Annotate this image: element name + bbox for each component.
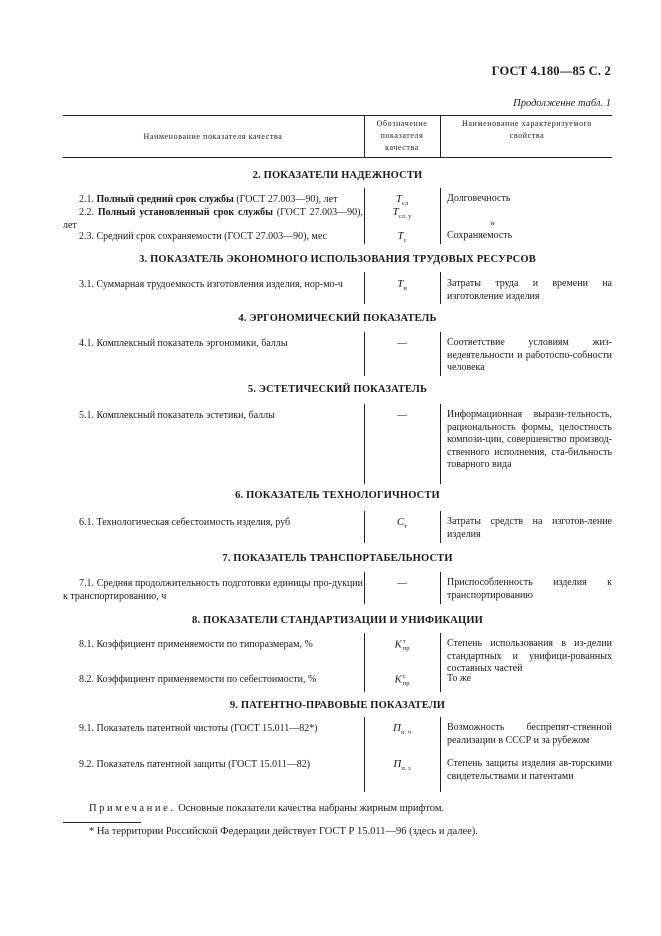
symbol-subscript: т — [404, 523, 408, 530]
table-row-name — [63, 409, 363, 422]
row-number: 9.2. — [79, 759, 94, 770]
row-name-text: Средний срок сохраняемости (ГОСТ 27.003—90), мес — [96, 231, 327, 242]
table-row-characteristic: » — [490, 218, 495, 229]
table-row-characteristic: Соответствие условиям жиз-недеятельности и работоспо-собности человека — [447, 337, 612, 373]
row-number: 5.1. — [79, 410, 94, 421]
table-row-characteristic: Затраты средств на изготов-ление изделия — [447, 516, 612, 540]
column-divider-2 — [440, 115, 441, 157]
note — [89, 803, 444, 814]
section-title: 6. ПОКАЗАТЕЛЬ ТЕХНОЛОГИЧНОСТИ — [235, 490, 440, 501]
row-name-bold: Полный средний срок службы — [96, 194, 234, 205]
table-row-name — [63, 230, 363, 243]
column-divider-1 — [364, 115, 365, 157]
row-name-text: Показатель патентной чистоты (ГОСТ 15.011—82*) — [96, 723, 318, 734]
document-id: ГОСТ 4.180—85 С. 2 — [491, 64, 611, 78]
table-row-characteristic: То же — [447, 673, 472, 684]
table-row-name — [63, 722, 363, 735]
row-number: 6.1. — [79, 517, 94, 528]
table-row-name — [63, 758, 363, 771]
symbol-letter: П — [393, 722, 401, 734]
column-divider-2 — [440, 188, 441, 244]
table-row-symbol — [365, 516, 439, 533]
table-row-symbol — [365, 230, 439, 247]
table-top-rule — [63, 115, 612, 116]
row-number: 2.2. — [79, 207, 94, 218]
symbol-indices — [403, 638, 410, 652]
row-number: 2.1. — [79, 194, 94, 205]
footnote-rule — [63, 822, 141, 823]
row-number: 7.1. — [79, 578, 94, 589]
row-name-text: Технологическая себестоимость изделия, руб — [96, 517, 291, 528]
column-divider-2 — [440, 633, 441, 692]
section-title: 4. ЭРГОНОМИЧЕСКИЙ ПОКАЗАТЕЛЬ — [238, 313, 437, 324]
row-name-text: Суммарная трудоемкость изготовления изделия, нор-мо-ч — [96, 279, 343, 290]
symbol-letter: K — [394, 638, 402, 651]
table-row-name — [63, 337, 363, 350]
table-row-name — [63, 516, 363, 529]
symbol-subscript: сл. у — [398, 213, 412, 220]
row-name-text: (ГОСТ 27.003—90), лет — [63, 207, 364, 231]
table-row-name — [63, 193, 363, 206]
row-name-text: Показатель патентной защиты (ГОСТ 15.011—82) — [96, 759, 311, 770]
symbol-letter: П — [393, 758, 402, 770]
table-row-characteristic: Информационная вырази-тельность, рациональность формы, целостность компози-ции, совершенство производ-ственного исполнения, ста-бильность товарного вида — [447, 409, 612, 470]
table-head-rule — [63, 157, 612, 158]
table-row-symbol — [365, 206, 439, 223]
table-row-symbol — [365, 337, 439, 350]
table-row-name — [63, 673, 363, 686]
row-number: 9.1. — [79, 723, 94, 734]
table-row-symbol — [365, 758, 439, 775]
column-divider-2 — [440, 272, 441, 304]
note-text: Основные показатели качества набраны жирным шрифтом. — [175, 803, 445, 814]
section-title: 3. ПОКАЗАТЕЛЬ ЭКОНОМНОГО ИСПОЛЬЗОВАНИЯ ТРУДОВЫХ РЕСУРСОВ — [139, 254, 536, 265]
table-continuation: Продолженне табл. 1 — [513, 98, 611, 109]
symbol-subscript: п. ч — [400, 729, 411, 736]
symbol-letter: T — [397, 230, 404, 242]
symbol-subscript: пр — [402, 645, 410, 652]
note-label: Примечание. — [89, 803, 176, 814]
column-divider-2 — [440, 404, 441, 484]
table-row-characteristic: Возможность беспрепят-ственной реализации в СССР и за рубежом — [447, 722, 612, 746]
table-row-name — [63, 206, 363, 232]
section-title: 5. ЭСТЕТИЧЕСКИЙ ПОКАЗАТЕЛЬ — [247, 384, 428, 395]
table-row-symbol — [365, 577, 439, 590]
row-number: 2.3. — [79, 231, 94, 242]
symbol-letter: — — [397, 577, 407, 589]
symbol-subscript: п. з — [401, 765, 411, 772]
section-title: 8. ПОКАЗАТЕЛИ СТАНДАРТИЗАЦИИ И УНИФИКАЦИИ — [192, 615, 483, 626]
table-row-symbol — [365, 673, 439, 687]
table-row-characteristic: Долговечность — [447, 193, 511, 204]
column-divider-2 — [440, 332, 441, 376]
column-divider-2 — [440, 717, 441, 792]
table-row-characteristic: Затраты труда и времени на изготовление изделия — [447, 278, 612, 302]
row-name-text: Комплексный показатель эргономики, баллы — [96, 338, 288, 349]
column-divider-2 — [440, 511, 441, 543]
row-number: 4.1. — [79, 338, 94, 349]
row-name-text: Комплексный показатель эстетики, баллы — [96, 410, 275, 421]
table-row-characteristic: Сохраняемость — [447, 230, 513, 241]
table-row-characteristic: Приспособленность изделия к транспортированию — [447, 577, 612, 601]
column-head-symbol: Обозначение показателя качества — [376, 119, 428, 152]
column-divider-2 — [440, 572, 441, 604]
symbol-letter: — — [397, 409, 407, 421]
symbol-indices — [403, 673, 410, 687]
section-title: 7. ПОКАЗАТЕЛЬ ТРАНСПОРТАБЕЛЬНОСТИ — [222, 553, 453, 564]
symbol-letter: T — [395, 193, 402, 205]
row-name-text: Коэффициент применяемости по себестоимости, % — [96, 674, 317, 685]
symbol-subscript: сл — [401, 200, 409, 207]
footnote: * На территории Российской Федерации действует ГОСТ Р 15.011—96 (здесь и далее). — [89, 826, 478, 837]
section-title: 9. ПАТЕНТНО-ПРАВОВЫЕ ПОКАЗАТЕЛИ — [229, 700, 446, 711]
table-row-name — [63, 278, 363, 291]
symbol-subscript: и — [403, 285, 407, 292]
symbol-letter: C — [396, 516, 405, 528]
table-row-characteristic: Степень использования в из-делии стандартных и унифици-рованных составных частей — [447, 638, 612, 674]
row-number: 8.1. — [79, 639, 94, 650]
row-number: 8.2. — [79, 674, 94, 685]
table-row-symbol — [365, 278, 439, 295]
column-head-name: Наименование показателя качества — [143, 132, 283, 141]
section-title: 2. ПОКАЗАТЕЛИ НАДЕЖНОСТИ — [252, 170, 423, 181]
symbol-subscript: с — [403, 237, 407, 244]
row-name-text: Коэффициент применяемости по типоразмерам, % — [96, 639, 313, 650]
column-head-characteristic: Наименование характеризуемого свойства — [462, 119, 592, 140]
table-row-characteristic: Степень защиты изделия ав-торскими свидетельствами и патентами — [447, 758, 612, 782]
symbol-letter: — — [397, 337, 407, 349]
symbol-superscript: с — [402, 673, 406, 680]
symbol-letter: T — [392, 206, 399, 218]
symbol-subscript: пр — [402, 680, 410, 687]
symbol-letter: K — [394, 673, 402, 686]
table-row-name — [63, 638, 363, 651]
symbol-superscript: т — [402, 638, 406, 645]
table-row-symbol — [365, 638, 439, 652]
table-row-symbol — [365, 409, 439, 422]
symbol-letter: T — [397, 278, 404, 290]
table-row-name — [63, 577, 363, 603]
row-number: 3.1. — [79, 279, 94, 290]
row-name-bold: Полный установленный срок службы — [97, 207, 273, 218]
row-name-text: Средняя продолжительность подготовки единицы про-дукции к транспортированию, ч — [63, 578, 364, 602]
table-row-symbol — [365, 722, 439, 739]
row-name-text: (ГОСТ 27.003—90), лет — [233, 194, 338, 205]
